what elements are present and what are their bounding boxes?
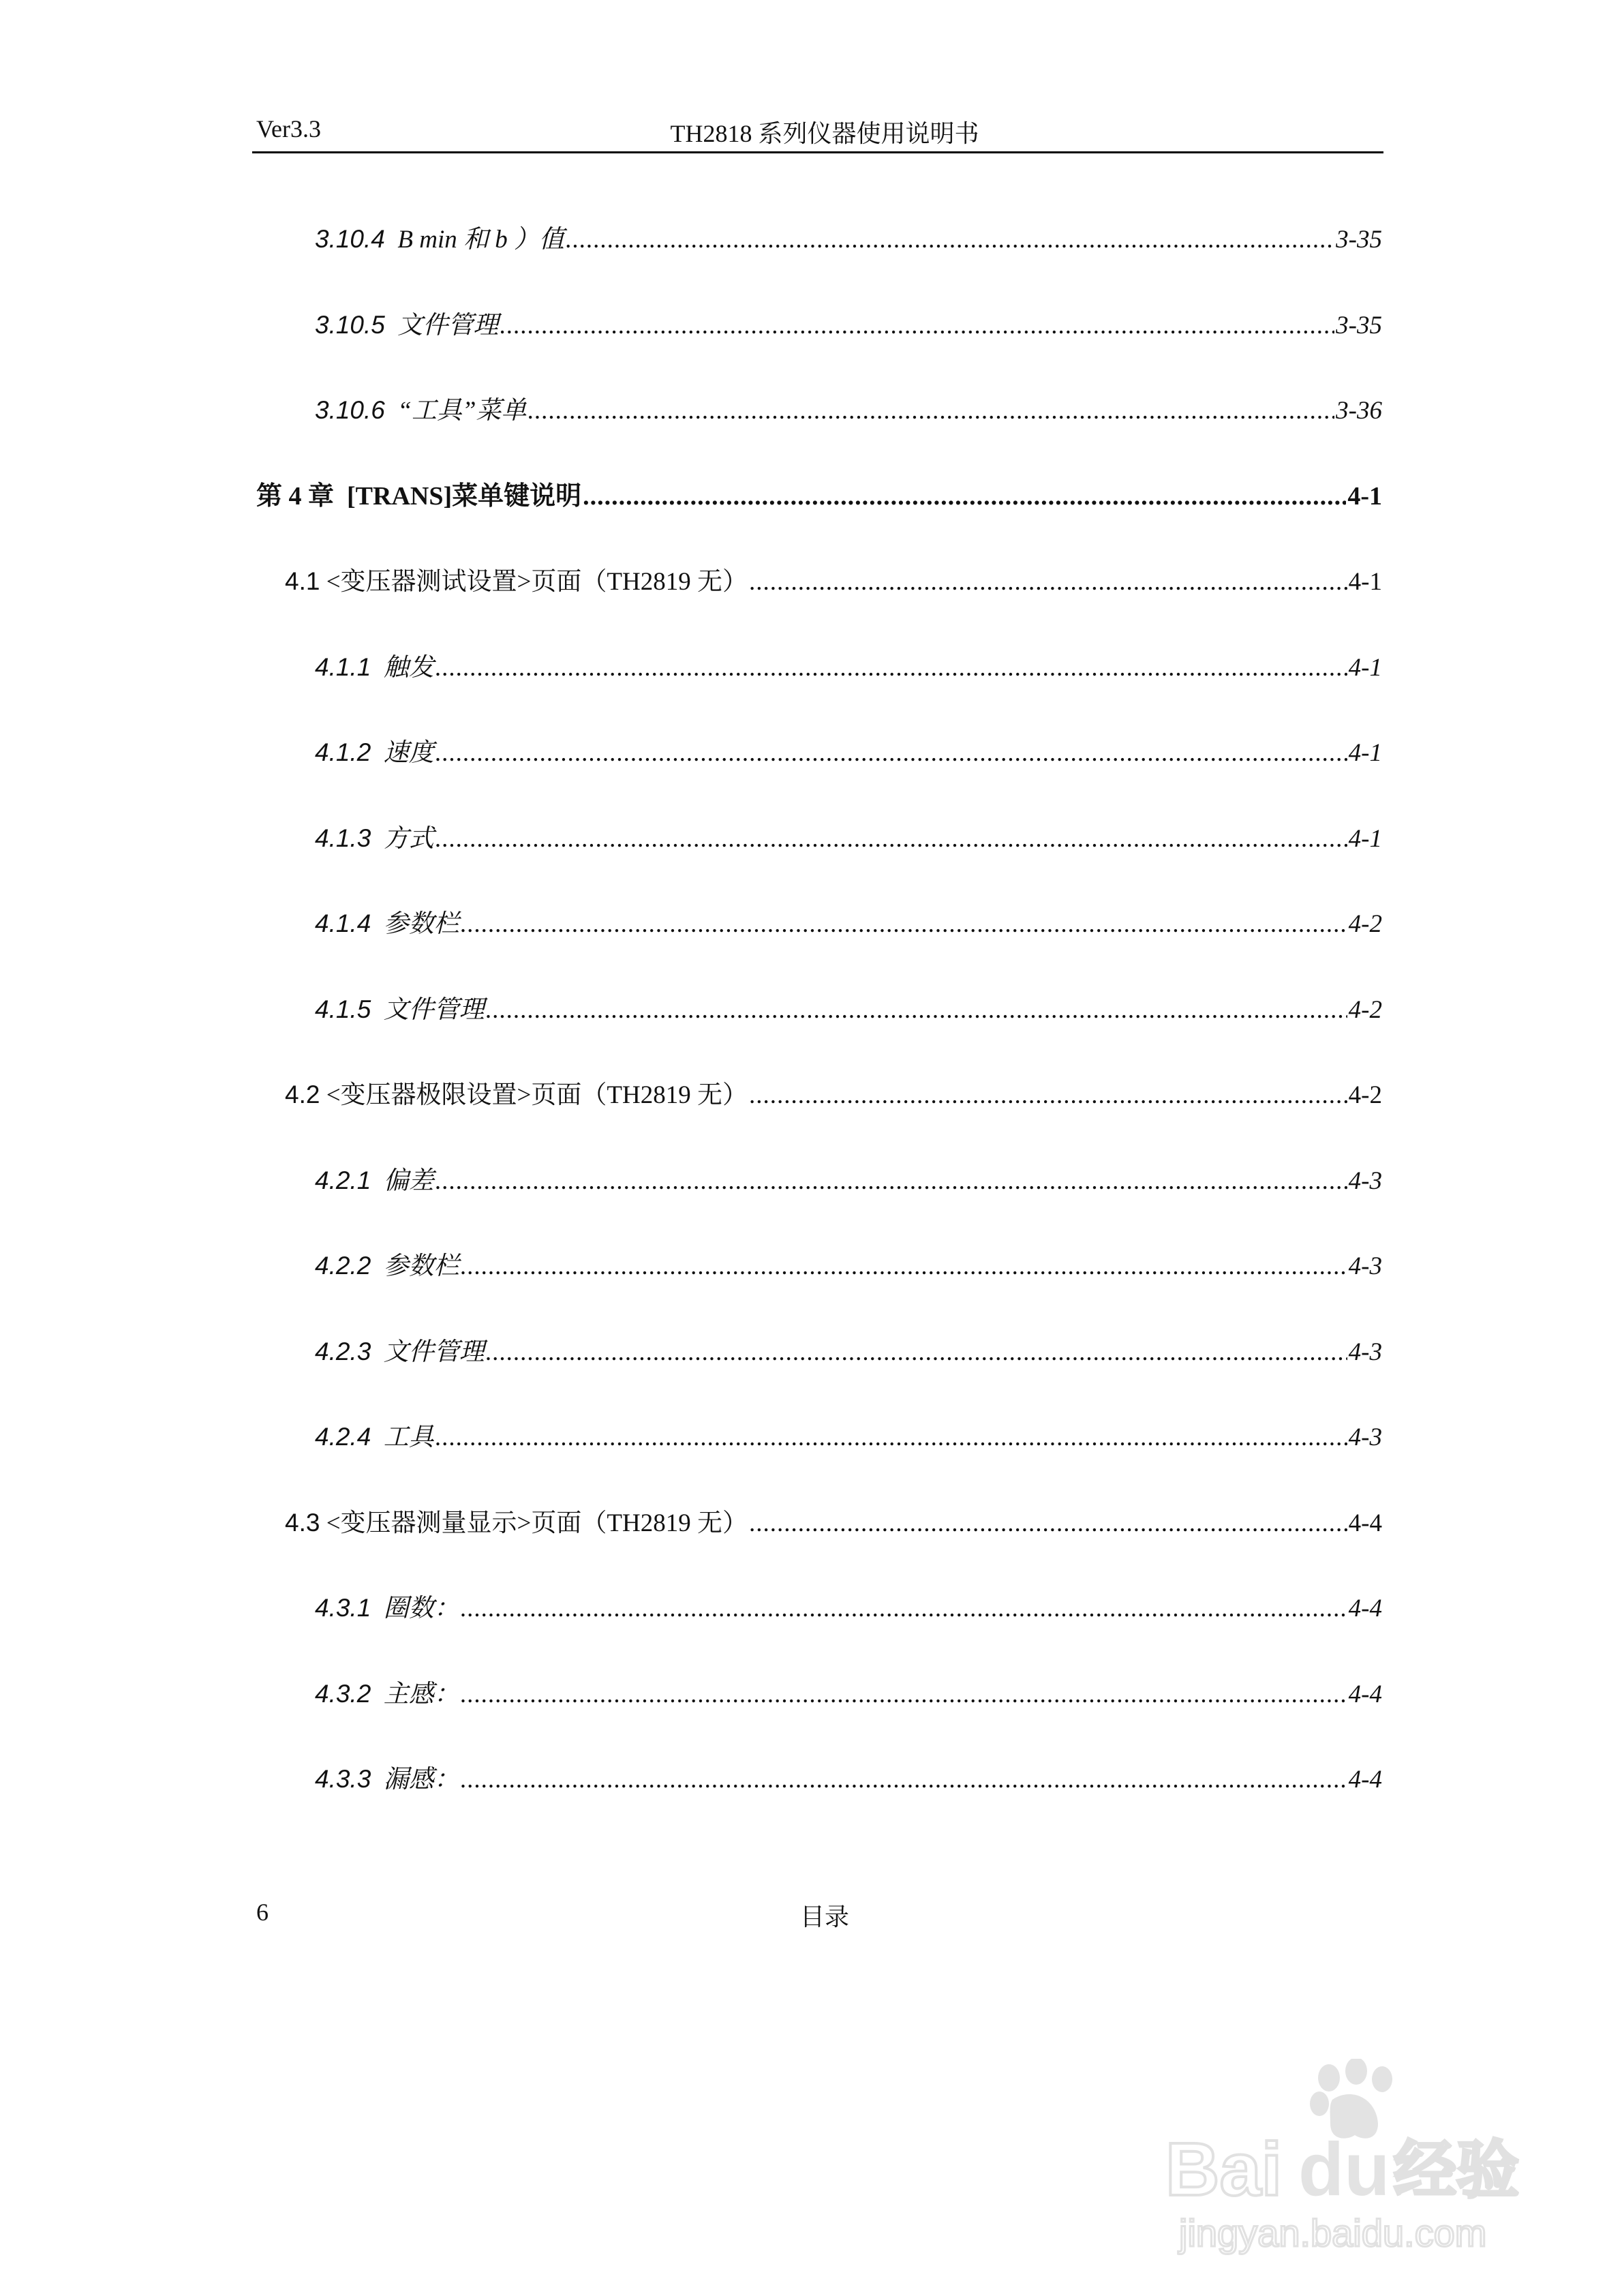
toc-entry-title: 文件管理: [383, 996, 485, 1024]
toc-entry-number: 4.1.4: [315, 909, 371, 937]
toc-entry-separator: [320, 1509, 326, 1537]
toc-entry-label: [315, 1677, 459, 1712]
toc-entry-page: 3-36: [1336, 397, 1382, 425]
toc-entry-separator: [371, 825, 384, 853]
toc-leader-dots: [749, 1078, 1347, 1113]
toc-entry-title: <变压器测量显示>页面（TH2819 无）: [326, 1509, 748, 1537]
toc-entry-page: 3-35: [1336, 312, 1382, 339]
toc-entry[interactable]: [315, 736, 1382, 770]
toc-entry-separator: [371, 1766, 384, 1794]
toc-entry-title: 参数栏: [383, 910, 459, 938]
toc-entry-separator: [371, 1595, 384, 1622]
toc-entry[interactable]: [285, 564, 1382, 599]
toc-entry[interactable]: [315, 308, 1382, 343]
toc-leader-dots: [435, 822, 1347, 856]
toc-entry-page: 4-2: [1348, 1081, 1382, 1109]
toc-entry-label: [315, 1164, 434, 1198]
toc-entry[interactable]: [285, 1506, 1382, 1541]
toc-entry-number: 4.1: [285, 567, 320, 595]
baidu-jingyan-watermark: [1159, 2059, 1567, 2263]
toc-entry-page: 4-1: [1348, 739, 1382, 767]
toc-entry-label: [315, 1249, 459, 1284]
toc-entry-number: 3.10.4: [315, 225, 385, 253]
toc-entry-page: 4-4: [1348, 1509, 1382, 1537]
toc-entry-page: 4-1: [1347, 482, 1382, 511]
toc-entry-separator: [385, 312, 398, 339]
toc-entry-title: <变压器测试设置>页面（TH2819 无）: [326, 568, 748, 596]
toc-entry-separator: [371, 654, 384, 682]
toc-entry[interactable]: [285, 1078, 1382, 1113]
toc-entry[interactable]: [256, 479, 1382, 513]
toc-entry-label: [315, 821, 434, 856]
toc-entry[interactable]: [315, 650, 1382, 685]
toc-entry-separator: [371, 1338, 384, 1366]
page-footer-number: 6: [256, 1899, 269, 1926]
toc-entry-separator: [371, 1680, 384, 1708]
toc-leader-dots: [486, 1335, 1347, 1370]
toc-entry-title: 速度: [383, 739, 434, 767]
toc-entry-title: 圈数：: [383, 1595, 459, 1622]
toc-entry-label: [315, 222, 564, 257]
toc-entry-label: [315, 907, 459, 941]
toc-entry-title: [TRANS]菜单键说明: [347, 482, 582, 511]
toc-entry-label: [256, 479, 581, 513]
watermark-url: jingyan.baidu.com: [1179, 2211, 1487, 2254]
toc-entry-page: 4-3: [1348, 1338, 1382, 1366]
toc-entry[interactable]: [315, 1591, 1382, 1626]
toc-entry-number: 4.2.2: [315, 1252, 371, 1280]
toc-entry-number: 4.3.2: [315, 1680, 371, 1708]
toc-entry[interactable]: [315, 1335, 1382, 1370]
toc-entry-number: 4.3: [285, 1509, 320, 1537]
toc-entry-title: 主感：: [383, 1680, 459, 1708]
toc-entry-separator: [320, 1081, 326, 1109]
toc-entry-label: [285, 564, 748, 599]
watermark-suffix: 经验: [1394, 2134, 1520, 2207]
toc-leader-dots: [461, 1763, 1347, 1797]
toc-entry-label: [315, 1591, 459, 1626]
toc-entry-page: 4-4: [1348, 1766, 1382, 1794]
toc-entry-page: 4-3: [1348, 1252, 1382, 1280]
toc-leader-dots: [435, 1164, 1347, 1198]
toc-entry-separator: [371, 739, 384, 767]
toc-entry-number: 4.2: [285, 1081, 320, 1108]
toc-entry-page: 4-3: [1348, 1167, 1382, 1195]
toc-entry[interactable]: [315, 1677, 1382, 1712]
toc-entry-page: 4-3: [1348, 1423, 1382, 1451]
toc-entry-page: 4-2: [1348, 996, 1382, 1024]
toc-entry[interactable]: [315, 907, 1382, 941]
toc-entry-page: 3-35: [1336, 226, 1382, 254]
toc-entry-number: 4.2.3: [315, 1338, 371, 1365]
toc-entry-label: [315, 1420, 434, 1455]
toc-leader-dots: [528, 394, 1335, 428]
paw-icon: [1310, 2059, 1392, 2139]
toc-entry-number: 4.2.4: [315, 1423, 371, 1451]
toc-entry-separator: [371, 1252, 384, 1280]
toc-entry[interactable]: [315, 821, 1382, 856]
toc-entry-label: [285, 1078, 748, 1113]
toc-leader-dots: [583, 479, 1346, 513]
toc-leader-dots: [461, 1678, 1347, 1712]
toc-entry[interactable]: [315, 1420, 1382, 1455]
toc-entry-separator: [320, 568, 326, 596]
toc-entry-number: 3.10.6: [315, 396, 385, 424]
toc-entry[interactable]: [315, 393, 1382, 428]
toc-entry-label: [315, 736, 434, 770]
toc-entry-label: [285, 1506, 748, 1541]
toc-entry-separator: [385, 397, 398, 425]
toc-entry-title: B min 和 b ）值: [397, 226, 564, 254]
toc-entry-number: 4.1.5: [315, 995, 371, 1023]
toc-entry-page: 4-2: [1348, 910, 1382, 938]
toc-leader-dots: [461, 1592, 1347, 1626]
toc-entry-label: [315, 393, 527, 428]
toc-entry-title: 文件管理: [397, 312, 499, 339]
toc-leader-dots: [566, 223, 1334, 257]
toc-leader-dots: [749, 565, 1347, 599]
page-header-title: TH2818 系列仪器使用说明书: [670, 120, 979, 147]
toc-leader-dots: [461, 1250, 1347, 1284]
toc-entry-page: 4-1: [1348, 568, 1382, 596]
toc-entry-separator: [371, 996, 384, 1024]
toc-leader-dots: [435, 1421, 1347, 1455]
toc-entry[interactable]: [315, 1762, 1382, 1797]
toc-entry-title: 参数栏: [383, 1252, 459, 1280]
toc-entry-title: 方式: [383, 825, 434, 853]
toc-entry-label: [315, 1335, 485, 1370]
toc-entry-separator: [371, 1167, 384, 1195]
toc-entry-page: 4-1: [1348, 825, 1382, 853]
toc-entry-separator: [385, 226, 398, 254]
toc-entry-separator: [334, 482, 347, 511]
page-header-version: Ver3.3: [256, 115, 321, 142]
watermark-brand: Bai: [1165, 2128, 1283, 2211]
toc-entry-number: 4.1.1: [315, 653, 371, 681]
toc-leader-dots: [749, 1507, 1347, 1541]
toc-entry-label: [315, 308, 498, 343]
toc-entry-number: 4.2.1: [315, 1166, 371, 1194]
toc-entry[interactable]: [315, 1249, 1382, 1284]
toc-entry-number: 4.1.3: [315, 824, 371, 852]
toc-entry[interactable]: [315, 993, 1382, 1027]
toc-entry-number: 4.1.2: [315, 738, 371, 766]
toc-leader-dots: [500, 309, 1334, 343]
toc-entry-number: 第 4 章: [256, 482, 335, 511]
toc-leader-dots: [486, 993, 1347, 1027]
toc-entry-page: 4-4: [1348, 1595, 1382, 1622]
toc-entry[interactable]: [315, 1164, 1382, 1198]
toc-entry-number: 4.3.1: [315, 1594, 371, 1622]
toc-entry-title: 工具: [383, 1423, 434, 1451]
toc-entry-title: 漏感：: [383, 1766, 459, 1794]
toc-entry-page: 4-4: [1348, 1680, 1382, 1708]
toc-entry[interactable]: [315, 222, 1382, 257]
toc-entry-number: 3.10.5: [315, 311, 385, 339]
toc-entry-number: 4.3.3: [315, 1765, 371, 1793]
toc-entry-title: <变压器极限设置>页面（TH2819 无）: [326, 1081, 748, 1109]
toc-leader-dots: [435, 651, 1347, 685]
toc-entry-separator: [371, 910, 384, 938]
watermark-brand-du: du: [1298, 2128, 1390, 2211]
toc-entry-label: [315, 1762, 459, 1797]
page-footer-section: 目录: [799, 1903, 849, 1931]
toc-leader-dots: [435, 736, 1347, 770]
toc-leader-dots: [461, 907, 1347, 941]
toc-entry-page: 4-1: [1348, 654, 1382, 682]
toc-entry-separator: [371, 1423, 384, 1451]
toc-entry-title: “工具”菜单: [397, 397, 527, 425]
toc-entry-title: 文件管理: [383, 1338, 485, 1366]
toc-entry-title: 偏差: [383, 1167, 434, 1195]
toc-entry-label: [315, 650, 434, 685]
toc-entry-label: [315, 993, 485, 1027]
toc-entry-title: 触发: [383, 654, 434, 682]
